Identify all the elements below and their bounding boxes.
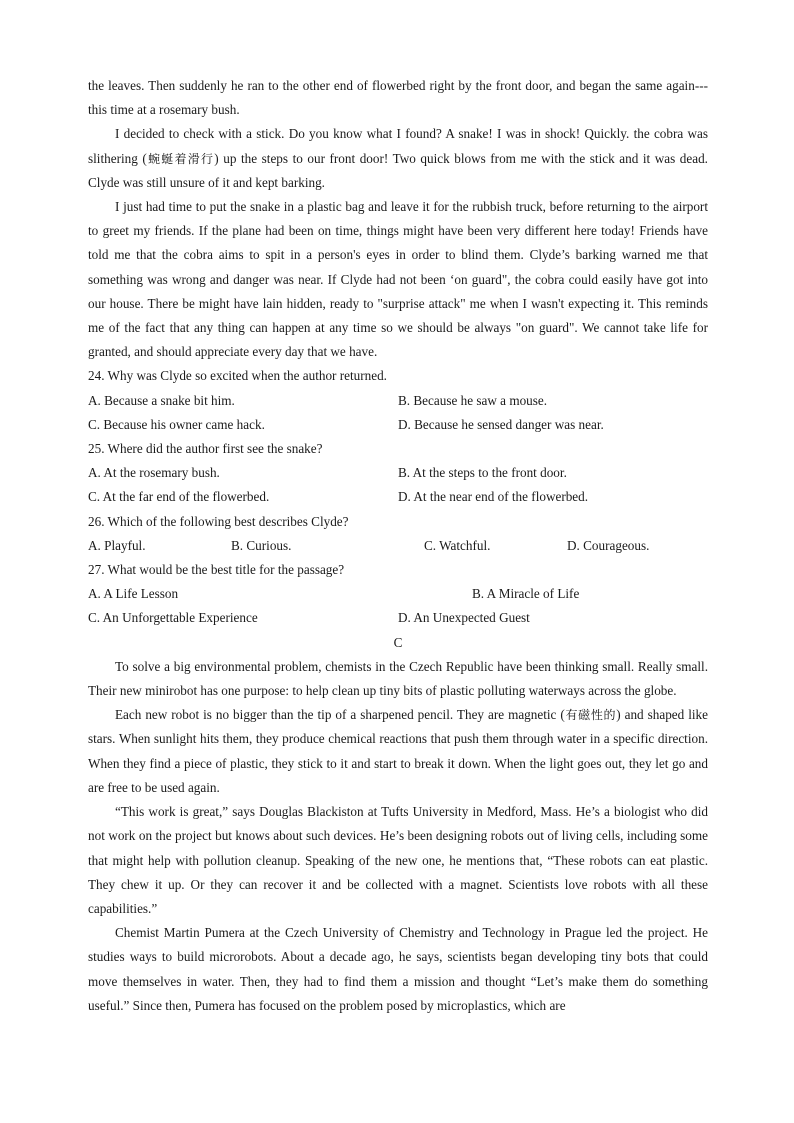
section-c-paragraph-1: To solve a big environmental problem, chemists in the Czech Republic have been thinking small. Really small. Their new minirobot has one purpose: to help clean up tiny bits of plastic polluting waterways across the globe. xyxy=(88,658,708,699)
option-d[interactable]: D. An Unexpected Guest xyxy=(398,610,530,626)
passage-b-paragraph-0: the leaves. Then suddenly he ran to the other end of flowerbed right by the front door, and began the same again---this time at a rosemary bush. xyxy=(88,78,708,118)
option-c[interactable]: C. Watchful. xyxy=(424,537,491,553)
option-d[interactable]: D. Because he sensed danger was near. xyxy=(398,416,604,432)
question-26: 26. Which of the following best describes Clyde? xyxy=(88,513,349,529)
option-b[interactable]: B. A Miracle of Life xyxy=(472,586,580,602)
option-a[interactable]: A. At the rosemary bush. xyxy=(88,465,220,481)
question-25-options xyxy=(88,461,708,485)
section-c-paragraph-2 xyxy=(88,703,708,800)
paragraph-text: ) up the steps to our front door! Two quick blows from me with the stick and it was dead. Clyde was still unsure of it and kept barking. xyxy=(88,150,708,190)
option-a[interactable]: A. Because a snake bit him. xyxy=(88,392,235,408)
question-27: 27. What would be the best title for the passage? xyxy=(88,562,345,578)
chinese-gloss: 有磁性的 xyxy=(564,708,617,723)
passage-b-paragraph-1 xyxy=(88,122,708,195)
passage-b-paragraph-2: I just had time to put the snake in a plastic bag and leave it for the rubbish truck, before returning to the airport to greet my friends. If the plane had been on time, things might have been very different here today! Friends have told me that the cobra aims to spit in a person's eyes in order to blind them. Clyde’s barking warned me that something was wrong and danger was near. If Clyde had not been ‘on guard", the cobra could easily have got into our house. There be might have lain hidden, ready to "surprise attack" me when I wasn't expecting it. This reminds me of the fact that any thing can happen at any time so we should be always "on guard". We cannot take life for granted, and should appreciate every day that we have. xyxy=(88,199,708,360)
option-a[interactable]: A. A Life Lesson xyxy=(88,586,179,602)
paragraph-text: I decided to check with a stick. Do you know what I found? A snake! I was in shock! Quickly. the cobra was slithering ( xyxy=(88,126,708,166)
section-heading: C xyxy=(393,634,403,650)
question-27-options-2 xyxy=(88,606,708,630)
option-b[interactable]: B. Curious. xyxy=(231,537,292,553)
option-d[interactable]: D. Courageous. xyxy=(567,537,650,553)
option-b[interactable]: B. At the steps to the front door. xyxy=(398,465,567,481)
option-c[interactable]: C. Because his owner came hack. xyxy=(88,416,265,432)
option-b[interactable]: B. Because he saw a mouse. xyxy=(398,392,548,408)
exam-page xyxy=(88,74,708,1018)
option-a[interactable]: A. Playful. xyxy=(88,537,146,553)
question-24-options xyxy=(88,389,708,413)
option-c[interactable]: C. An Unforgettable Experience xyxy=(88,610,258,626)
section-c-paragraph-3: “This work is great,” says Douglas Blackiston at Tufts University in Medford, Mass. He’s a biologist who did not work on the project but knows about such devices. He’s been designing robots out of living cells, including some that might help with pollution cleanup. Speaking of the new one, he mentions that, “These robots can eat plastic. They chew it up. Or they can recover it and be collected with a magnet. Scientists love robots with all these capabilities.” xyxy=(88,804,708,916)
question-25-options-2 xyxy=(88,485,708,509)
option-c[interactable]: C. At the far end of the flowerbed. xyxy=(88,489,270,505)
question-24: 24. Why was Clyde so excited when the author returned. xyxy=(88,368,387,384)
section-c-paragraph-4: Chemist Martin Pumera at the Czech University of Chemistry and Technology in Prague led the project. He studies ways to build microrobots. About a decade ago, he says, scientists began developing tiny bots that could move themselves in water. Then, they had to find them a mission and thought “Let’s make them do something useful.” Since then, Pumera has focused on the problem posed by microplastics, which are xyxy=(88,925,708,1013)
question-26-options xyxy=(88,534,708,558)
chinese-gloss: 蜿蜒着滑行 xyxy=(146,151,215,166)
question-25: 25. Where did the author first see the snake? xyxy=(88,441,323,457)
paragraph-text: ) and shaped like stars. When sunlight hits them, they produce chemical reactions that push them through water in a specific direction. When they find a piece of plastic, they stick to it and start to break it down. When the light goes out, they let go and are free to be used again. xyxy=(88,707,708,795)
option-d[interactable]: D. At the near end of the flowerbed. xyxy=(398,489,589,505)
question-24-options-2 xyxy=(88,413,708,437)
question-27-options xyxy=(88,582,708,606)
paragraph-text: Each new robot is no bigger than the tip of a sharpened pencil. They are magnetic ( xyxy=(115,707,565,723)
